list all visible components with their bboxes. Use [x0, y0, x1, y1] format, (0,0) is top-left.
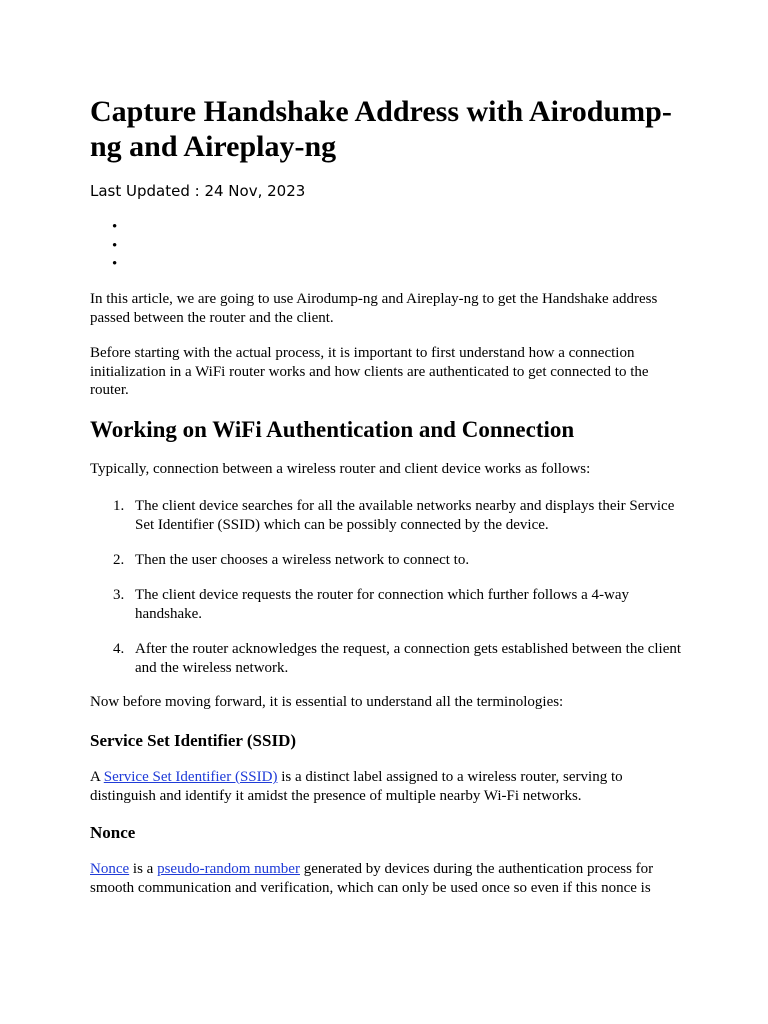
list-item: [90, 218, 130, 237]
nonce-text: generated by devices during the authentication process for smooth communication and verification, which can only be used once so even if this nonce is: [90, 861, 654, 896]
list-item: [90, 586, 682, 623]
nonce-heading: Nonce: [90, 823, 136, 842]
step-text: Then the user chooses a wireless network to connect to.: [135, 552, 470, 568]
intro-paragraph-1: In this article, we are going to use Airodump-ng and Aireplay-ng to get the Handshake address passed between the router and the client.: [90, 291, 658, 326]
step-number: 4.: [113, 641, 125, 657]
nonce-link[interactable]: Nonce: [90, 861, 130, 877]
page-title: Capture Handshake Address with Airodump-ng and Aireplay-ng: [90, 95, 672, 163]
step-number: 1.: [113, 498, 125, 514]
step-number: 2.: [113, 552, 125, 568]
step-text: After the router acknowledges the request, a connection gets established between the client and the wireless network.: [135, 641, 682, 676]
pseudo-random-number-link[interactable]: pseudo-random number: [157, 861, 300, 877]
list-item: [90, 497, 682, 534]
list-item: [90, 237, 130, 256]
step-text: The client device searches for all the available networks nearby and displays their Service Set Identifier (SSID) which can be possibly connected by the device.: [135, 498, 675, 533]
section-intro: Typically, connection between a wireless router and client device works as follows:: [90, 461, 591, 477]
ssid-link[interactable]: Service Set Identifier (SSID): [103, 769, 278, 785]
nonce-paragraph: [90, 860, 682, 897]
list-item: [90, 640, 682, 677]
step-text: The client device requests the router for connection which further follows a 4-way handshake.: [135, 587, 629, 622]
list-item: [90, 255, 130, 274]
ssid-prefix: A: [90, 769, 104, 785]
empty-bullet-list: [90, 218, 130, 274]
section-heading: Working on WiFi Authentication and Connection: [90, 417, 575, 442]
ssid-text: is a distinct label assigned to a wireless router, serving to distinguish and identify it amidst the presence of multiple nearby Wi-Fi networks.: [90, 769, 623, 804]
list-item: [90, 551, 682, 570]
terminology-intro: Now before moving forward, it is essential to understand all the terminologies:: [90, 694, 564, 710]
nonce-middle: is a: [129, 861, 158, 877]
intro-paragraph-2: Before starting with the actual process, it is important to first understand how a connection initialization in a WiFi router works and how clients are authenticated to get connected to the router.: [90, 345, 649, 398]
ssid-heading: Service Set Identifier (SSID): [90, 731, 297, 750]
step-number: 3.: [113, 587, 125, 603]
ssid-paragraph: [90, 768, 682, 805]
last-updated: Last Updated : 24 Nov, 2023: [90, 182, 306, 200]
